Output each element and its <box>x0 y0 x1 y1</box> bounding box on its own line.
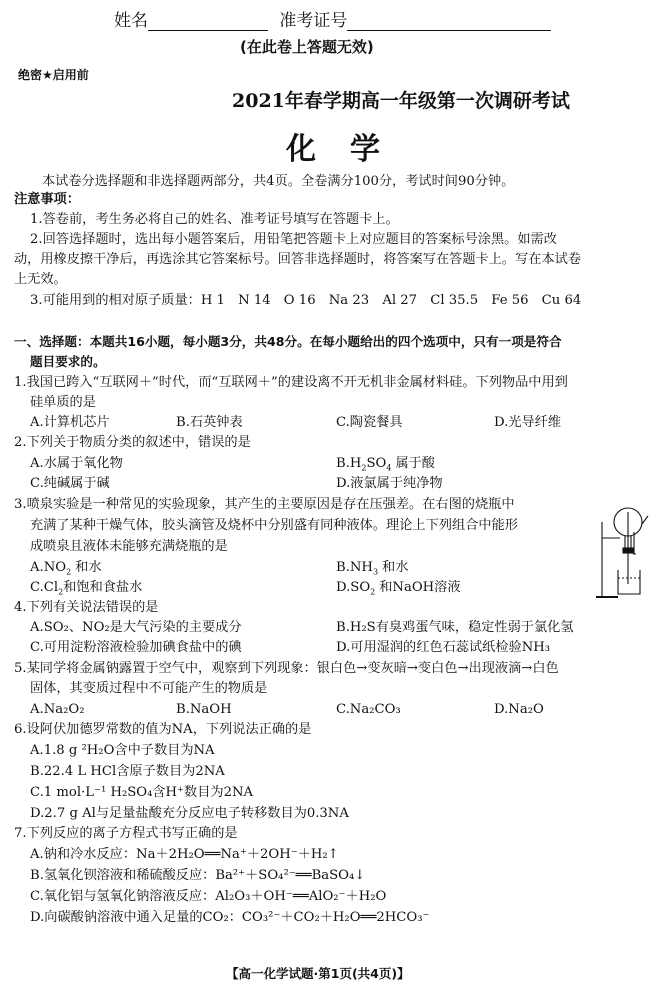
q5-option-d: D.Na₂O <box>494 702 544 717</box>
q4-option-a: A.SO₂、NO₂是大气污染的主要成分 <box>30 620 242 635</box>
q1-option-c: C.陶瓷餐具 <box>336 415 403 430</box>
name-label: 姓名 <box>114 11 148 31</box>
q1-option-d: D.光导纤维 <box>494 415 562 430</box>
section1-line-2: 题目要求的。 <box>30 354 106 369</box>
q2-option-c: C.纯碱属于碱 <box>30 476 110 491</box>
q6-stem: 6.设阿伏加德罗常数的值为NA，下列说法正确的是 <box>14 722 312 737</box>
invalid-note: (在此卷上答题无效) <box>240 38 374 56</box>
q6-option-b: B.22.4 L HCl含原子数目为2NA <box>30 764 225 779</box>
q5-option-a: A.Na₂O₂ <box>30 702 85 717</box>
note-2-line-3: 上无效。 <box>14 272 67 287</box>
note-1: 1.答卷前，考生务必将自己的姓名、准考证号填写在答题卡上。 <box>30 212 399 227</box>
q7-option-b: B.氢氧化钡溶液和稀硫酸反应：Ba²⁺＋SO₄²⁻══BaSO₄↓ <box>30 868 366 883</box>
q2-option-a: A.水属于氧化物 <box>30 456 123 471</box>
dropper <box>633 532 636 554</box>
q1-stem-line-1: 1.我国已跨入“互联网＋”时代，而“互联网＋”的建设离不开无机非金属材料硅。下列物品中用到 <box>14 375 568 390</box>
name-field <box>114 6 551 31</box>
q3-stem-line-3: 成喷泉且液体未能够充满烧瓶的是 <box>30 539 228 554</box>
q6-option-a: A.1.8 g ²H₂O含中子数目为NA <box>30 743 215 758</box>
secret-label: 绝密★启用前 <box>18 68 89 82</box>
notes-title: 注意事项： <box>14 192 80 207</box>
note-2-line-1: 2.回答选择题时，选出每小题答案后，用铅笔把答题卡上对应题目的答案标号涂黑。如需改 <box>30 232 557 247</box>
q3-option-c: $C.Cl_2$和饱和食盐水 <box>30 580 143 597</box>
page-footer: 【高一化学试题·第1页(共4页)】 <box>226 966 410 981</box>
q3-stem-line-1: 3.喷泉实验是一种常见的实验现象，其产生的主要原因是存在压强差。在右图的烧瓶中 <box>14 497 515 512</box>
intro-text: 本试卷分选择题和非选择题两部分，共4页。全卷满分100分，考试时间90分钟。 <box>42 174 515 189</box>
q7-option-c: C.氧化铝与氢氧化钠溶液反应：Al₂O₃＋OH⁻══AlO₂⁻＋H₂O <box>30 889 387 904</box>
q6-option-d: D.2.7 g Al与足量盐酸充分反应电子转移数目为0.3NA <box>30 806 349 821</box>
q5-stem-line-2: 固体，其变质过程中不可能产生的物质是 <box>30 681 268 696</box>
q1-option-a: A.计算机芯片 <box>30 415 110 430</box>
q5-option-b: B.NaOH <box>176 702 232 717</box>
note-3: 3.可能用到的相对原子质量：H 1 N 14 O 16 Na 23 Al 27 Cl 35.5 Fe 56 Cu 64 <box>30 293 582 308</box>
q1-stem-line-2: 硅单质的是 <box>30 395 96 410</box>
q5-stem-line-1: 5.某同学将金属钠露置于空气中，观察到下列现象：银白色→变灰暗→变白色→出现液滴→白色 <box>14 661 559 676</box>
q3-option-b: $B.NH_3$ 和水 <box>336 560 409 577</box>
exam-no-blank <box>347 14 551 31</box>
q4-stem: 4.下列有关说法错误的是 <box>14 600 159 615</box>
fountain-apparatus-figure <box>596 504 660 604</box>
subject-title: 化 学 <box>286 132 382 167</box>
q7-option-d: D.向碳酸钠溶液中通入足量的CO₂：CO₃²⁻＋CO₂＋H₂O══2HCO₃⁻ <box>30 910 430 925</box>
q4-option-b: B.H₂S有臭鸡蛋气味，稳定性弱于氯化氢 <box>336 620 574 635</box>
beaker <box>618 570 640 594</box>
exam-no-label: 准考证号 <box>279 11 348 31</box>
name-blank <box>148 14 268 31</box>
q2-option-b: $B.H_2SO_4$ 属于酸 <box>336 456 435 473</box>
q2-option-d: D.液氯属于纯净物 <box>336 476 443 491</box>
exam-title: 2021年春学期高一年级第一次调研考试 <box>232 90 570 112</box>
q1-option-b: B.石英钟表 <box>176 415 243 430</box>
q3-option-d: $D.SO_2$ 和NaOH溶液 <box>336 580 461 597</box>
q7-stem: 7.下列反应的离子方程式书写正确的是 <box>14 826 238 841</box>
section1-line-1: 一、选择题：本题共16小题，每小题3分，共48分。在每小题给出的四个选项中，只有一项是符合 <box>14 334 562 349</box>
q4-option-d: D.可用湿润的红色石蕊试纸检验NH₃ <box>336 640 551 655</box>
q3-stem-line-2: 充满了某种干燥气体，胶头滴管及烧杯中分别盛有同种液体。理论上下列组合中能形 <box>30 518 518 533</box>
q4-option-c: C.可用淀粉溶液检验加碘食盐中的碘 <box>30 640 242 655</box>
fountain-jet <box>642 516 648 524</box>
note-2-line-2: 动，用橡皮擦干净后，再选涂其它答案标号。回答非选择题时，将答案写在答题卡上。写在本试卷 <box>14 252 582 267</box>
q6-option-c: C.1 mol·L⁻¹ H₂SO₄含H⁺数目为2NA <box>30 785 254 800</box>
q7-option-a: A.钠和冷水反应：Na＋2H₂O══Na⁺＋2OH⁻＋H₂↑ <box>30 847 339 862</box>
q2-stem: 2.下列关于物质分类的叙述中，错误的是 <box>14 435 251 450</box>
q5-option-c: C.Na₂CO₃ <box>336 702 401 717</box>
q3-option-a: $A.NO_2$ 和水 <box>30 560 102 577</box>
